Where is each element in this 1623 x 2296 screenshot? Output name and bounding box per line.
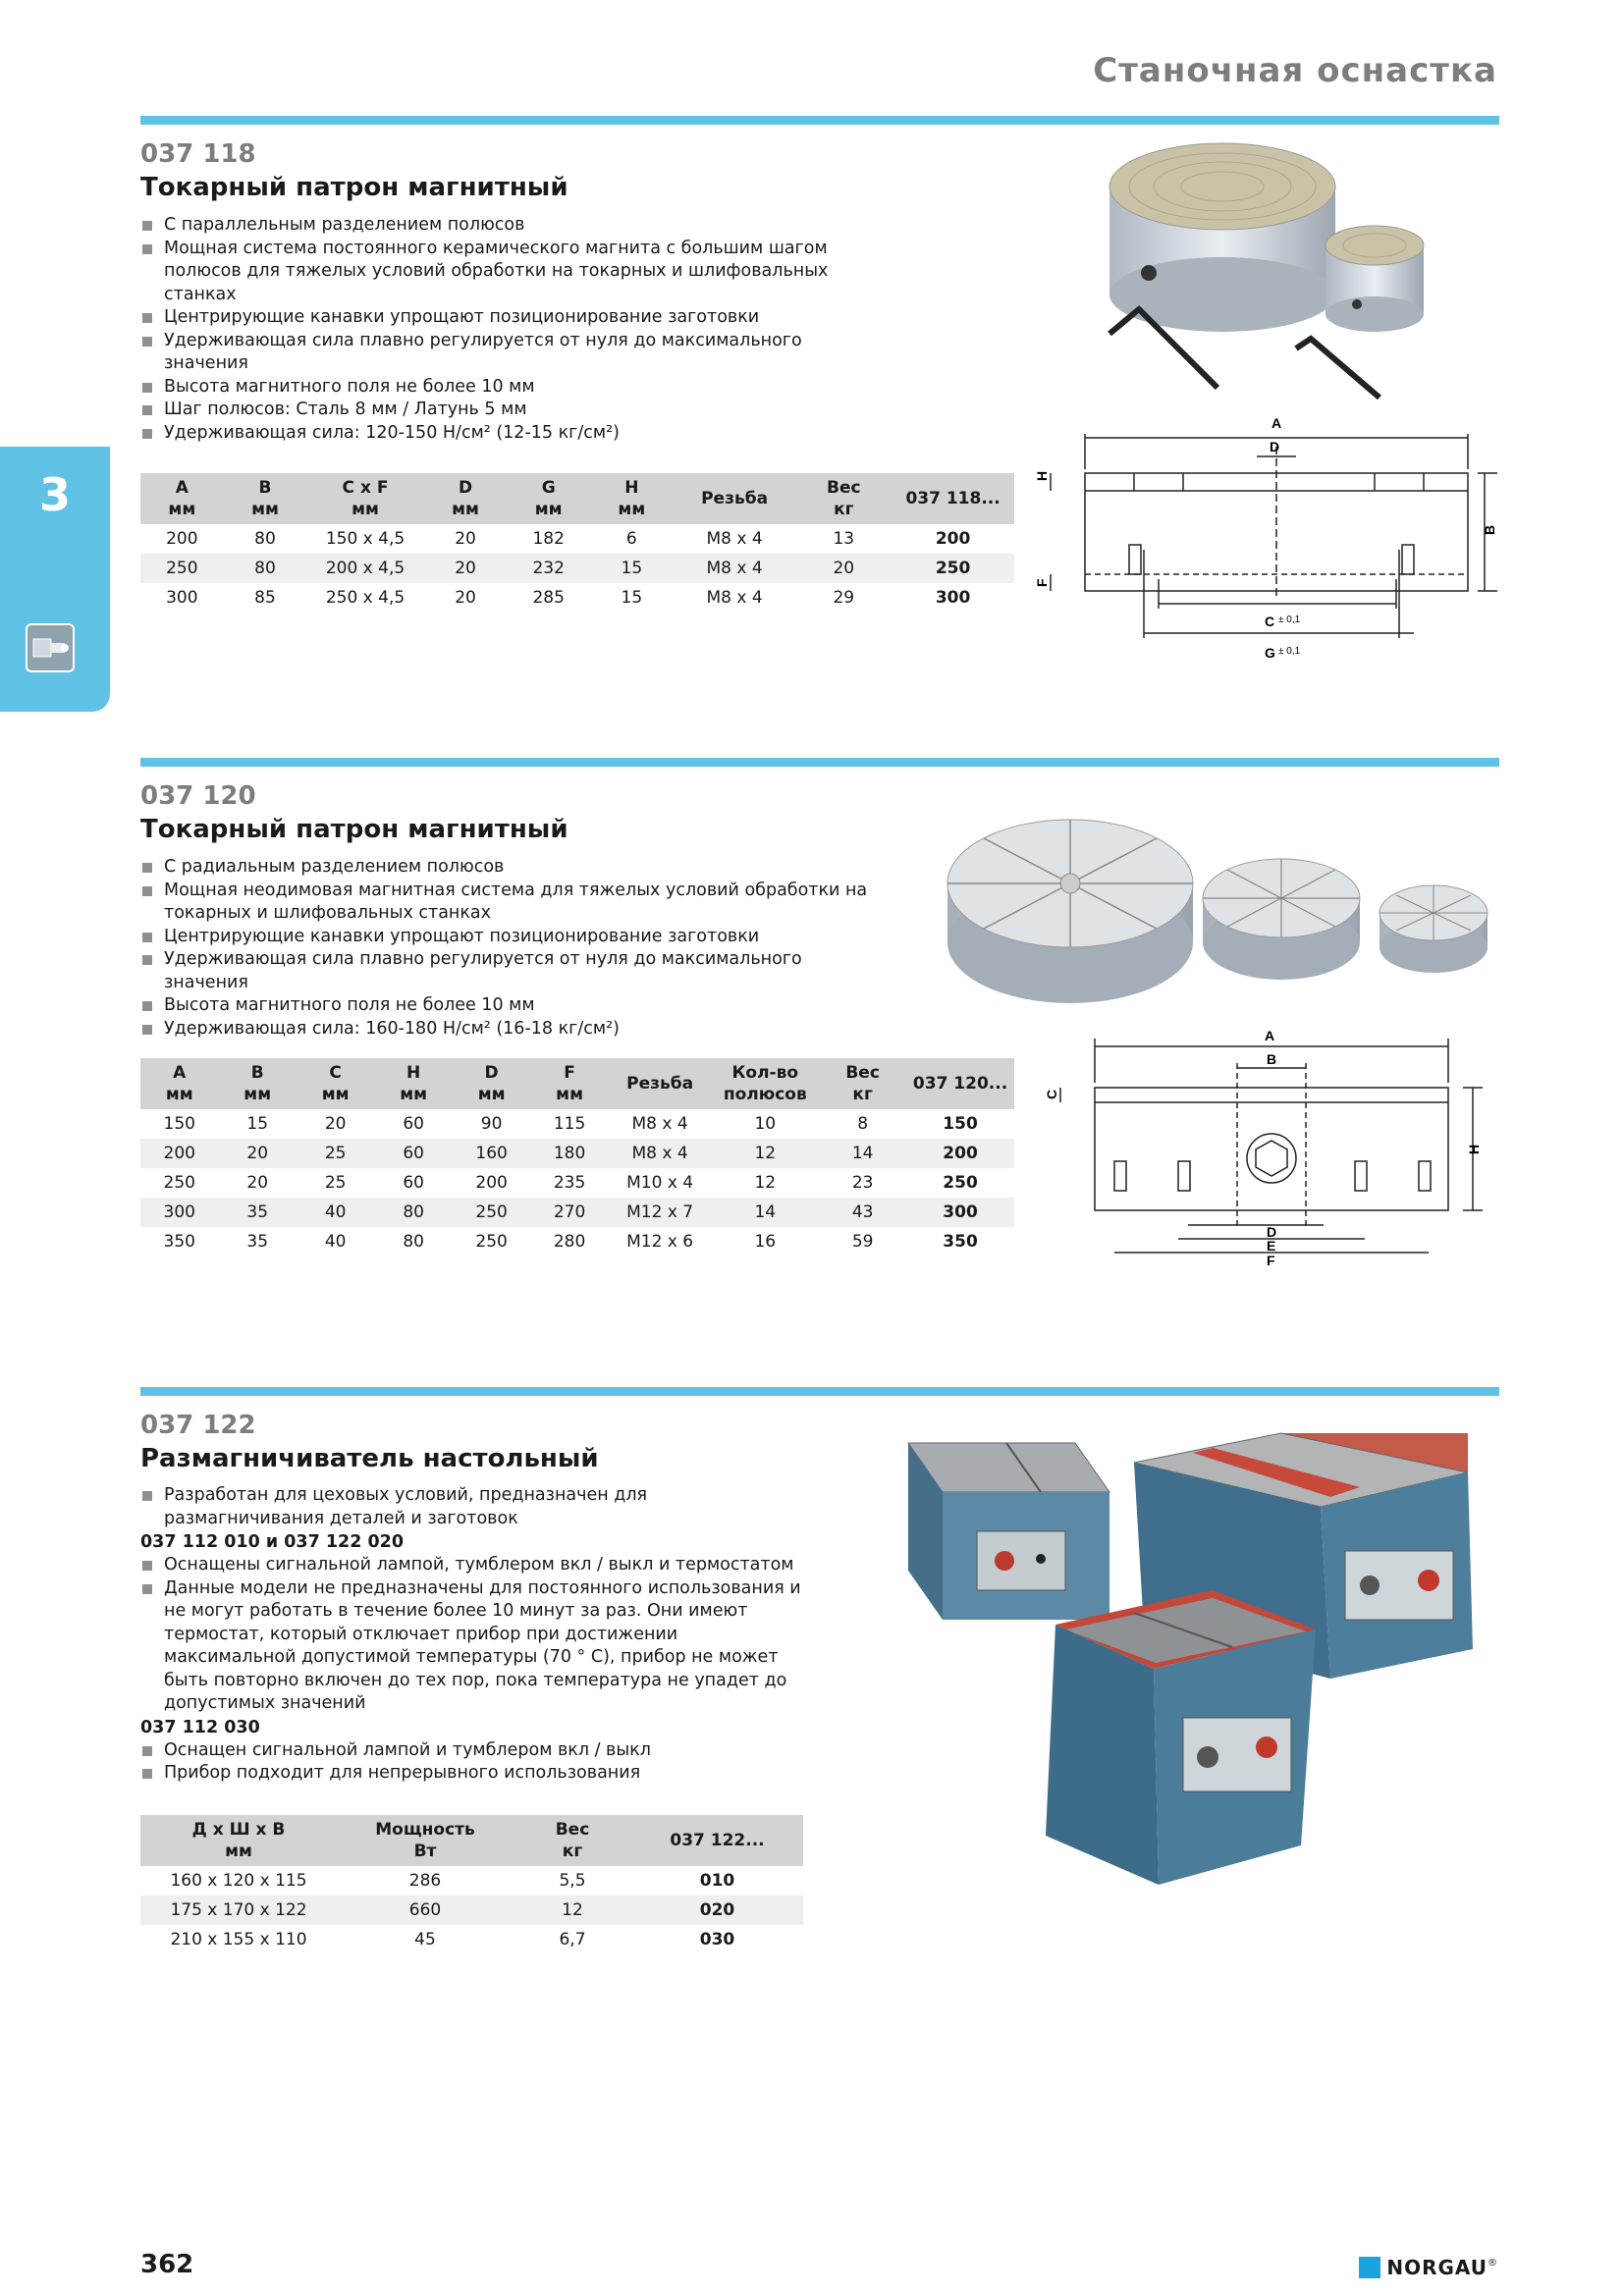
column-header-label: Вес <box>827 478 861 498</box>
table-cell: 80 <box>224 554 307 583</box>
table-cell: 8 <box>857 1114 869 1134</box>
description-block <box>140 1484 808 1786</box>
dim-d-label: D <box>1270 439 1280 454</box>
dim-b-label: B <box>1267 1051 1277 1067</box>
table-cell: 250 <box>943 1173 978 1193</box>
table-cell: 6 <box>625 529 637 549</box>
table-cell: 25 <box>297 1139 374 1168</box>
section-divider <box>140 758 1499 767</box>
table-cell: M8 x 4 <box>674 554 796 583</box>
table-cell: 20 <box>218 1139 296 1168</box>
table-cell: 250 <box>140 554 224 583</box>
page-number: 362 <box>140 2250 194 2279</box>
table-cell: 25 <box>324 1173 347 1193</box>
column-header <box>453 1058 530 1109</box>
column-header-label: B <box>250 1063 264 1083</box>
table-cell: 5,5 <box>559 1871 586 1891</box>
dim-h-label: H <box>1466 1144 1482 1154</box>
table-cell: 23 <box>851 1173 874 1193</box>
column-header-unit: кг <box>852 1085 873 1104</box>
table-row <box>140 1866 803 1896</box>
product-code: 037 118 <box>140 139 256 169</box>
registered-mark: ® <box>1488 2258 1497 2269</box>
table-cell: 15 <box>621 588 643 608</box>
column-header-label: H <box>624 478 639 498</box>
table-cell: 350 <box>163 1232 195 1252</box>
column-header-label: F <box>564 1063 575 1083</box>
table-cell: 80 <box>374 1198 452 1227</box>
table-cell: 90 <box>480 1114 503 1134</box>
column-header <box>140 1815 337 1866</box>
brand-logo <box>1359 2256 1497 2279</box>
column-header <box>297 1058 374 1109</box>
product-code: 037 120 <box>140 781 256 811</box>
column-header-unit: кг <box>562 1842 583 1861</box>
column-header <box>674 473 796 524</box>
bullet-item: Оснащены сигнальной лампой, тумблером вкл / выкл и термостатом <box>140 1554 808 1577</box>
feature-list <box>140 214 887 445</box>
table-cell: 43 <box>819 1198 906 1227</box>
table-cell: 200 x 4,5 <box>306 554 423 583</box>
table-cell: 300 <box>935 588 971 608</box>
table-cell: M8 x 4 <box>631 1114 688 1134</box>
column-header <box>819 1058 906 1109</box>
table-cell: 20 <box>324 1114 347 1134</box>
column-header-label: C x F <box>342 478 389 498</box>
table-row <box>140 1925 803 1954</box>
section-divider <box>140 116 1499 125</box>
table-cell: 280 <box>553 1232 586 1252</box>
column-header-label: Вес <box>845 1063 880 1083</box>
table-cell: 150 x 4,5 <box>325 529 406 549</box>
column-header-unit: мм <box>452 500 479 519</box>
column-header-unit: мм <box>352 500 379 519</box>
table-cell: 60 <box>403 1173 424 1193</box>
table-cell: 250 <box>453 1198 530 1227</box>
column-header-unit: кг <box>834 500 854 519</box>
column-header <box>631 1815 803 1866</box>
table-cell: 250 <box>163 1173 195 1193</box>
column-header-label: C <box>329 1063 342 1083</box>
column-header-unit: мм <box>225 1842 252 1861</box>
table-cell: 6,7 <box>559 1930 586 1949</box>
table-row <box>140 1198 1014 1227</box>
column-header-unit: полюсов <box>723 1085 807 1104</box>
dim-f-label: F <box>1267 1253 1275 1268</box>
column-header-label: 037 118... <box>905 489 1001 508</box>
dim-d-label: D <box>1267 1224 1277 1240</box>
table-cell: M8 x 4 <box>706 529 763 549</box>
column-header <box>906 1058 1014 1109</box>
tool-icon <box>26 623 75 672</box>
table-cell: 29 <box>833 588 855 608</box>
table-cell: 300 <box>166 588 198 608</box>
table-row <box>140 1227 1014 1256</box>
table-cell: 200 <box>140 1139 218 1168</box>
dim-b-label: B <box>1482 524 1497 535</box>
column-header <box>711 1058 819 1109</box>
specs-table <box>140 1058 1014 1256</box>
column-header <box>514 1815 631 1866</box>
table-cell: 285 <box>532 588 565 608</box>
table-cell: 10 <box>754 1114 777 1134</box>
column-header-label: D <box>484 1063 499 1083</box>
table-cell: 182 <box>532 529 565 549</box>
bullet-item: Прибор подходит для непрерывного использования <box>140 1762 808 1786</box>
chapter-number: 3 <box>38 468 71 521</box>
table-cell: 150 <box>163 1114 195 1134</box>
specs-table <box>140 473 1014 613</box>
column-header-label: 037 120... <box>912 1074 1008 1094</box>
table-cell: 40 <box>324 1232 347 1252</box>
table-cell: 60 <box>403 1114 424 1134</box>
table-row <box>140 1168 1014 1198</box>
column-header-unit: мм <box>243 1085 272 1104</box>
dim-f-label: F <box>1034 578 1050 587</box>
table-row <box>140 1109 1014 1139</box>
column-header-label: D <box>458 478 473 498</box>
column-header-label: B <box>258 478 272 498</box>
dimension-drawing <box>1041 1029 1502 1274</box>
table-cell: 20 <box>455 529 476 549</box>
table-row <box>140 1139 1014 1168</box>
table-cell: 12 <box>514 1896 631 1925</box>
bullet-item: Данные модели не предназначены для постоянного использования и не могут работать в течение более 10 минут за раз. Они имеют термостат, который отключает прибор при достижении максимальной допустимой температуры (70 ° C), прибор не может быть повторно включен до тех пор, пока температура не упадет до допустимых значений <box>140 1577 808 1716</box>
brand-name: NORGAU <box>1386 2256 1488 2279</box>
column-header-unit: мм <box>477 1085 506 1104</box>
column-header-label: A <box>173 1063 187 1083</box>
column-header <box>374 1058 452 1109</box>
table-cell: 12 <box>711 1139 819 1168</box>
bullet-item: Мощная система постоянного керамического магнита с большим шагом полюсов для тяжелых условий обработки на токарных и шлифовальных станках <box>140 238 887 307</box>
column-header-unit: мм <box>321 1085 350 1104</box>
column-header <box>507 473 590 524</box>
table-cell: 60 <box>374 1139 452 1168</box>
table-cell: 300 <box>140 1198 218 1227</box>
model-group-heading: 037 112 030 <box>140 1717 260 1737</box>
dim-c-label: C <box>1265 614 1275 629</box>
column-header-label: Резьба <box>626 1074 694 1094</box>
product-title: Размагничиватель настольный <box>140 1444 599 1473</box>
table-cell: 180 <box>530 1139 608 1168</box>
table-cell: 250 <box>475 1232 508 1252</box>
bullet-item: Удерживающая сила: 160-180 Н/см² (16-18 кг/см²) <box>140 1018 887 1041</box>
bullet-item: Шаг полюсов: Сталь 8 мм / Латунь 5 мм <box>140 399 887 422</box>
column-header-unit: мм <box>165 1085 193 1104</box>
table-cell: 660 <box>337 1896 514 1925</box>
table-cell: 150 <box>943 1114 978 1134</box>
table-row <box>140 554 1014 583</box>
table-cell: 20 <box>455 588 476 608</box>
table-cell: 35 <box>246 1232 269 1252</box>
table-cell: 160 <box>453 1139 530 1168</box>
chapter-tab[interactable] <box>0 447 110 712</box>
product-title: Токарный патрон магнитный <box>140 173 568 202</box>
product-photo-radial-chucks <box>943 805 1502 1031</box>
product-code: 037 122 <box>140 1411 256 1440</box>
feature-list <box>140 1484 808 1530</box>
product-photo-round-chuck <box>1100 128 1434 412</box>
table-cell: 250 x 4,5 <box>325 588 406 608</box>
column-header <box>590 473 674 524</box>
table-cell: 20 <box>424 554 508 583</box>
feature-list <box>140 1739 808 1786</box>
table-cell: M12 x 7 <box>609 1198 712 1227</box>
column-header <box>609 1058 712 1109</box>
section-divider <box>140 1387 1499 1396</box>
table-cell: 16 <box>754 1232 777 1252</box>
dim-g-label: G <box>1265 645 1275 661</box>
table-cell: 200 <box>166 529 198 549</box>
column-header <box>337 1815 514 1866</box>
table-cell: 59 <box>851 1232 874 1252</box>
column-header <box>530 1058 608 1109</box>
table-cell: 010 <box>699 1871 735 1891</box>
table-cell: 175 x 170 x 122 <box>140 1896 337 1925</box>
table-cell: 235 <box>553 1173 586 1193</box>
bullet-item: С параллельным разделением полюсов <box>140 214 887 238</box>
table-cell: M10 x 4 <box>626 1173 694 1193</box>
table-cell: 350 <box>943 1232 978 1252</box>
table-cell: 14 <box>711 1198 819 1227</box>
bullet-item: Высота магнитного поля не более 10 мм <box>140 376 887 400</box>
table-cell: 15 <box>246 1114 269 1134</box>
bullet-item: Центрирующие канавки упрощают позиционирование заготовки <box>140 306 887 330</box>
column-header-label: Вес <box>555 1820 590 1840</box>
dim-c-tolerance: ± 0,1 <box>1278 614 1301 625</box>
table-cell: 200 <box>475 1173 508 1193</box>
dim-e-label: E <box>1267 1238 1276 1254</box>
column-header-label: Д х Ш х В <box>191 1820 286 1840</box>
table-cell: 80 <box>254 529 276 549</box>
column-header <box>224 473 307 524</box>
table-cell: 232 <box>507 554 590 583</box>
table-cell: 250 <box>892 554 1014 583</box>
column-header <box>140 473 224 524</box>
table-cell: 300 <box>906 1198 1014 1227</box>
table-cell: 115 <box>553 1114 586 1134</box>
table-cell: 12 <box>754 1173 777 1193</box>
column-header-unit: мм <box>556 1085 583 1104</box>
column-header-label: Резьба <box>701 489 769 508</box>
table-cell: M8 x 4 <box>706 588 763 608</box>
feature-list <box>140 856 887 1041</box>
model-group-heading: 037 112 010 и 037 122 020 <box>140 1532 404 1552</box>
table-cell: 200 <box>906 1139 1014 1168</box>
bullet-item: Удерживающая сила плавно регулируется от нуля до максимального значения <box>140 948 887 994</box>
product-title: Токарный патрон магнитный <box>140 815 568 844</box>
column-header <box>795 473 892 524</box>
column-header <box>218 1058 296 1109</box>
logo-mark-icon <box>1359 2257 1380 2278</box>
table-cell: 35 <box>218 1198 296 1227</box>
table-cell: 20 <box>795 554 892 583</box>
column-header-unit: мм <box>251 500 279 519</box>
column-header <box>140 1058 218 1109</box>
table-cell: M8 x 4 <box>609 1139 712 1168</box>
column-header-unit: Вт <box>413 1842 437 1861</box>
column-header-label: 037 122... <box>670 1831 765 1850</box>
column-header-label: H <box>406 1063 421 1083</box>
dim-g-tolerance: ± 0,1 <box>1278 646 1301 657</box>
table-cell: 270 <box>530 1198 608 1227</box>
table-cell: 80 <box>403 1232 424 1252</box>
bullet-item: Мощная неодимовая магнитная система для тяжелых условий обработки на токарных и шлифовальных станках <box>140 880 887 926</box>
bullet-item: Оснащен сигнальной лампой и тумблером вкл / выкл <box>140 1739 808 1763</box>
column-header <box>424 473 508 524</box>
table-cell: 13 <box>833 529 855 549</box>
table-cell: 210 x 155 x 110 <box>170 1930 307 1949</box>
table-cell: 14 <box>819 1139 906 1168</box>
table-cell: 45 <box>414 1930 436 1949</box>
table-cell: 40 <box>297 1198 374 1227</box>
bullet-item: С радиальным разделением полюсов <box>140 856 887 880</box>
bullet-item: Высота магнитного поля не более 10 мм <box>140 994 887 1018</box>
column-header-unit: мм <box>618 500 646 519</box>
column-header <box>306 473 423 524</box>
table-row <box>140 583 1014 613</box>
dimension-drawing <box>1031 412 1502 667</box>
dim-a-label: A <box>1271 415 1282 431</box>
dim-h-label: H <box>1034 470 1050 481</box>
column-header-label: G <box>541 478 556 498</box>
table-cell: 020 <box>631 1896 803 1925</box>
section-title: Станочная оснастка <box>1093 51 1497 90</box>
column-header-unit: мм <box>168 500 196 519</box>
table-cell: 160 x 120 x 115 <box>170 1871 307 1891</box>
column-header-label: A <box>175 478 189 498</box>
table-cell: 85 <box>254 588 276 608</box>
table-cell: 20 <box>246 1173 269 1193</box>
table-cell: M12 x 6 <box>626 1232 694 1252</box>
specs-table <box>140 1815 803 1954</box>
table-cell: 15 <box>590 554 674 583</box>
column-header <box>892 473 1014 524</box>
bullet-item: Удерживающая сила: 120-150 Н/см² (12-15 кг/см²) <box>140 422 887 446</box>
column-header-label: Мощность <box>375 1820 475 1840</box>
table-row <box>140 524 1014 554</box>
dim-a-label: A <box>1265 1029 1275 1043</box>
column-header-unit: мм <box>400 1085 428 1104</box>
product-photo-demagnetizers <box>898 1423 1507 1895</box>
table-row <box>140 1896 803 1925</box>
bullet-item: Разработан для цеховых условий, предназначен для размагничивания деталей и заготовок <box>140 1484 808 1530</box>
feature-list <box>140 1554 808 1716</box>
dim-c-label: C <box>1044 1089 1059 1099</box>
bullet-item: Центрирующие канавки упрощают позиционирование заготовки <box>140 926 887 949</box>
table-cell: 200 <box>935 529 971 549</box>
column-header-unit: мм <box>534 500 563 519</box>
column-header-label: Кол-во <box>731 1063 799 1083</box>
table-cell: 030 <box>699 1930 735 1949</box>
table-cell: 286 <box>408 1871 442 1891</box>
bullet-item: Удерживающая сила плавно регулируется от нуля до максимального значения <box>140 330 887 376</box>
